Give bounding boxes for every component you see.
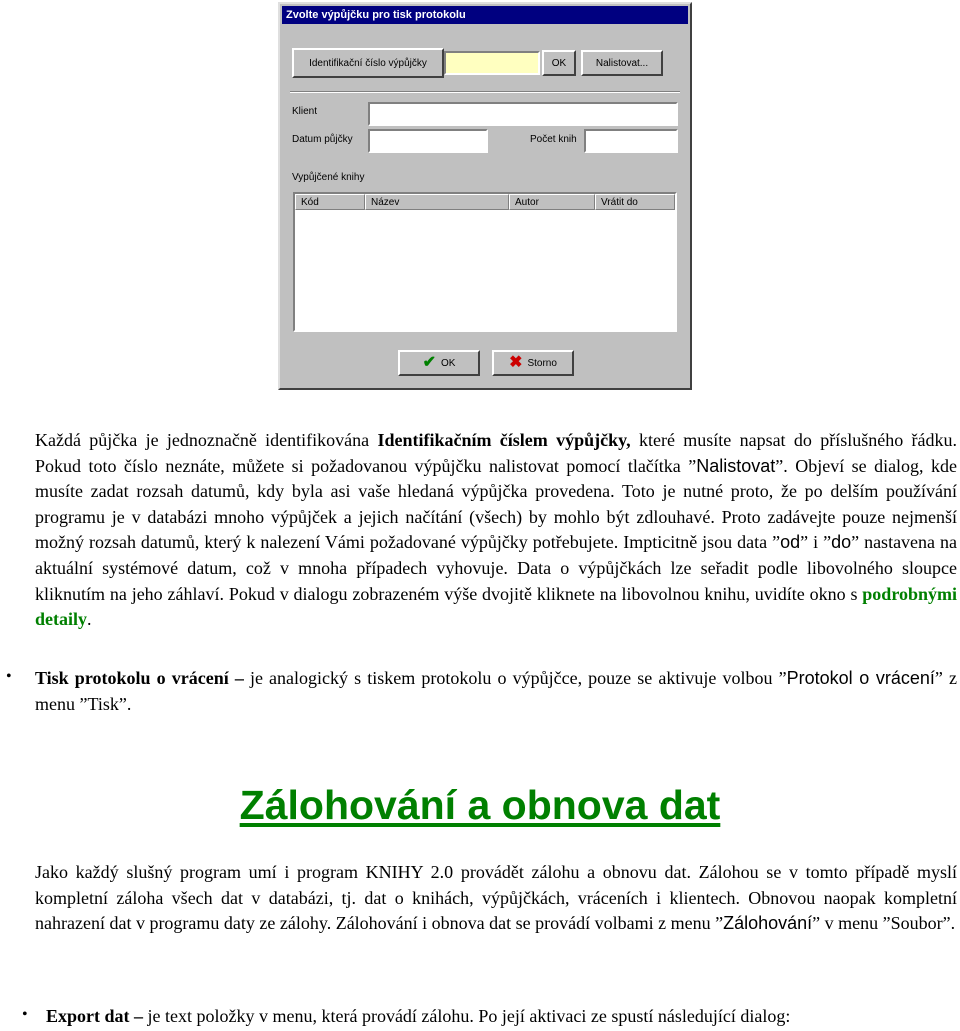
storno-button[interactable] bbox=[492, 350, 574, 376]
paragraph-loan-id bbox=[35, 428, 957, 633]
ok-small-label: OK bbox=[551, 57, 567, 69]
separator bbox=[290, 91, 680, 93]
id-label-panel bbox=[292, 48, 444, 78]
text: Jako každý slušný program umí i program KNIHY 2.0 provádět zálohu a obnovu dat. Zálohou se v tomto případě myslí kompletní záloha všech dat v databázi, tj. dat o knihách, výpůjčkách, vráceních i klientech. Obnovou naopak kompletní nahrazení dat v programu daty ze zálohy. Zálohování i obnova dat se provádí volbami z menu ” bbox=[35, 862, 957, 934]
book-count-label: Počet knih bbox=[530, 134, 577, 145]
bold-term: Identifikačním číslem výpůjčky, bbox=[377, 430, 631, 450]
zalohovani-term: Zálohování bbox=[723, 913, 813, 934]
dialog-title: Zvolte výpůjčku pro tisk protokolu bbox=[282, 6, 688, 24]
column-header-kod[interactable]: Kód bbox=[295, 194, 365, 210]
ok-button[interactable] bbox=[398, 350, 480, 376]
text: které musíte napsat do příslušného řádku. Pokud toto číslo neznáte, můžete si požadovanou výpůjčku nalistovat pomocí tlačítka ” bbox=[35, 430, 958, 476]
id-label: Identifikační číslo výpůjčky bbox=[309, 57, 427, 69]
text: je text položky v menu, která provádí zálohu. Po její aktivaci ze spustí následující dialog: bbox=[147, 1006, 791, 1026]
bold-term: Export dat bbox=[46, 1006, 130, 1026]
text: ” i ” bbox=[800, 532, 832, 553]
bold-term: Tisk protokolu o vrácení bbox=[35, 668, 229, 688]
ok-small-button[interactable] bbox=[542, 50, 576, 76]
bullet-icon: • bbox=[6, 668, 12, 685]
borrowed-books-label: Vypůjčené knihy bbox=[292, 172, 365, 183]
dash: – bbox=[228, 668, 250, 688]
nalistovat-label: Nalistovat... bbox=[595, 57, 649, 69]
borrowed-books-grid[interactable] bbox=[293, 192, 677, 332]
column-header-autor[interactable]: Autor bbox=[509, 194, 595, 210]
bullet-icon: • bbox=[22, 1006, 28, 1023]
column-header-nazev[interactable]: Název bbox=[365, 194, 509, 210]
loan-date-label: Datum půjčky bbox=[292, 134, 353, 145]
check-icon: ✔ bbox=[422, 354, 436, 371]
text: . bbox=[87, 609, 92, 630]
detail-link[interactable]: podrobnými detaily bbox=[35, 583, 957, 630]
text: ” nastavena na aktuální systémové datum, což v mnoha případech vyhovuje. Data o výpůjčkách lze seřadit podle libovolného sloupce kliknutím na jeho záhlaví. Pokud v dialogu zobrazeném výše dvojitě kliknete na libovolnou knihu, uvidíte okno s bbox=[35, 532, 957, 604]
od-term: od bbox=[780, 532, 801, 553]
loan-date-field[interactable] bbox=[368, 129, 488, 153]
section-heading: Zálohování a obnova dat bbox=[239, 782, 721, 828]
paragraph-export bbox=[46, 1004, 958, 1030]
storno-button-label: Storno bbox=[527, 357, 557, 369]
book-count-field[interactable] bbox=[584, 129, 678, 153]
client-field[interactable] bbox=[368, 102, 678, 126]
dash: – bbox=[129, 1006, 148, 1026]
print-protocol-dialog bbox=[278, 2, 692, 390]
nalistovat-button[interactable] bbox=[581, 50, 663, 76]
text: ” v menu ”Soubor”. bbox=[812, 913, 956, 934]
text: ”. Objeví se dialog, kde musíte zadat rozsah datumů, kdy byla asi vaše hledaná výpůjčka provedena. Toto je nutné proto, že po delším používání programu je v databázi mnoho výpůjček a jejich načítání (všech) by mohlo být zdlouhavé. Proto zadávejte pouze nejmenší možný rozsah datumů, který k nalezení Vámi požadované výpůjčky potřebujete. Impticitně jsou data ” bbox=[35, 455, 957, 553]
ok-button-label: OK bbox=[440, 357, 456, 369]
nalistovat-term: Nalistovat bbox=[696, 455, 776, 476]
loan-id-input[interactable] bbox=[444, 51, 540, 75]
text: Každá půjčka je jednoznačně identifikována bbox=[35, 430, 378, 450]
client-label: Klient bbox=[292, 106, 318, 117]
do-term: do bbox=[831, 532, 852, 553]
protocol-term: Protokol o vrácení bbox=[786, 668, 935, 688]
cross-icon: ✖ bbox=[509, 354, 523, 371]
paragraph-return-protocol bbox=[35, 666, 957, 717]
text: je analogický s tiskem protokolu o výpůjčce, pouze se aktivuje volbou ” bbox=[249, 668, 787, 688]
paragraph-backup bbox=[35, 860, 957, 937]
text: ” z menu ”Tisk”. bbox=[35, 668, 957, 714]
column-header-vratit-do[interactable]: Vrátit do bbox=[595, 194, 675, 210]
